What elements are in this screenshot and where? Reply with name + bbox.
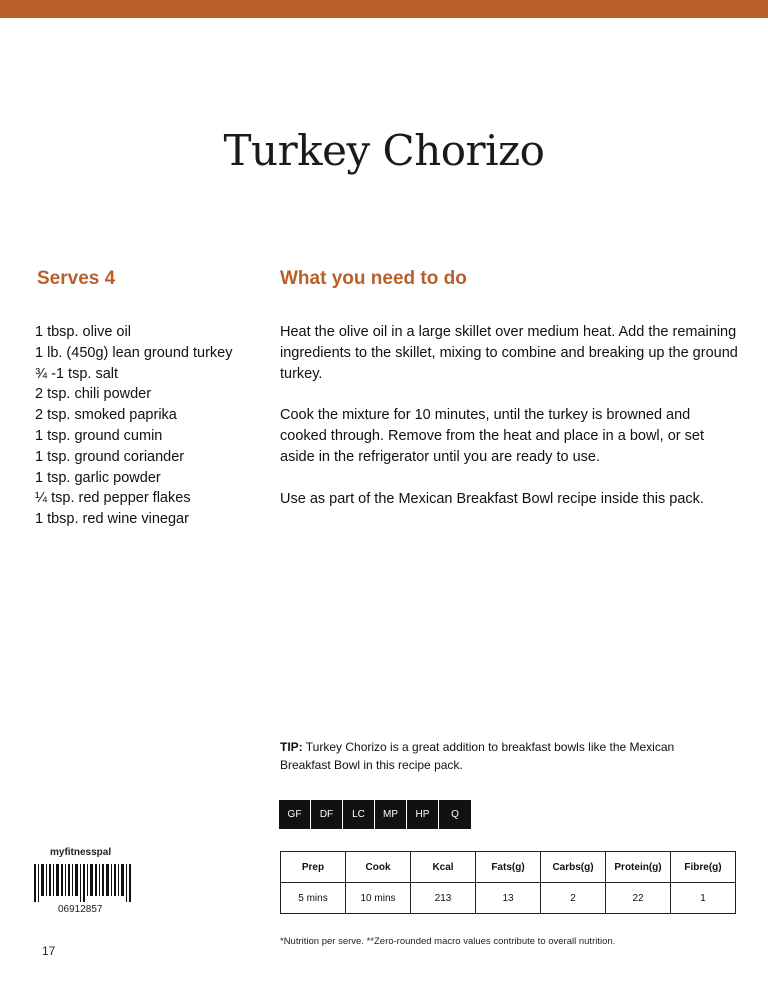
table-cell: 13 [476, 883, 541, 914]
diet-tag: GF [279, 800, 311, 829]
ingredient-item: 1 tbsp. red wine vinegar [35, 511, 189, 528]
method-step: Cook the mixture for 10 minutes, until the turkey is browned and cooked through. Remove from the heat and place in a bowl, or set aside in the refrigerator until you are ready to use. [280, 407, 704, 465]
barcode-number: 06912857 [58, 904, 103, 915]
ingredient-item: 1 tsp. garlic powder [35, 469, 161, 486]
myfitnesspal-label: myfitnesspal [50, 847, 112, 858]
table-header: Fats(g) [476, 852, 541, 883]
table-header: Prep [281, 852, 346, 883]
diet-tag: Q [439, 800, 471, 829]
top-accent-bar [0, 0, 768, 18]
recipe-title: Turkey Chorizo [223, 126, 545, 175]
table-cell: 1 [671, 883, 736, 914]
table-header: Fibre(g) [671, 852, 736, 883]
diet-tag: DF [311, 800, 343, 829]
method-steps [280, 322, 740, 531]
ingredient-item: 1 tsp. ground cumin [35, 427, 163, 444]
tip-text: Turkey Chorizo is a great addition to breakfast bowls like the Mexican Breakfast Bowl in this recipe pack. [280, 740, 675, 772]
table-cell: 10 mins [346, 883, 411, 914]
diet-tags [279, 800, 471, 829]
ingredient-item: ¾ -1 tsp. salt [35, 365, 119, 382]
ingredient-item: 1 tbsp. olive oil [35, 324, 131, 340]
ingredient-item: 2 tsp. smoked paprika [35, 407, 177, 424]
method-step: Use as part of the Mexican Breakfast Bowl recipe inside this pack. [280, 490, 704, 507]
table-cell: 22 [606, 883, 671, 914]
ingredient-item: 1 tsp. ground coriander [35, 448, 185, 465]
tip-box [280, 738, 710, 774]
ingredient-list [35, 322, 233, 530]
table-row [281, 883, 736, 914]
ingredient-item: 2 tsp. chili powder [35, 386, 152, 403]
table-cell: 5 mins [281, 883, 346, 914]
table-cell: 213 [411, 883, 476, 914]
tip-label: TIP: [280, 740, 303, 754]
table-header: Cook [346, 852, 411, 883]
ingredient-item: ¼ tsp. red pepper flakes [35, 490, 191, 507]
diet-tag: LC [343, 800, 375, 829]
table-header: Carbs(g) [541, 852, 606, 883]
method-step: Heat the olive oil in a large skillet over medium heat. Add the remaining ingredients to the skillet, mixing to combine and breaking up the ground turkey. [280, 324, 738, 382]
table-header-row [281, 852, 736, 883]
diet-tag: HP [407, 800, 439, 829]
table-header: Protein(g) [606, 852, 671, 883]
nutrition-footnote: *Nutrition per serve. **Zero-rounded macro values contribute to overall nutrition. [280, 936, 616, 947]
table-header: Kcal [411, 852, 476, 883]
diet-tag: MP [375, 800, 407, 829]
ingredient-item: 1 lb. (450g) lean ground turkey [35, 344, 233, 361]
serves-heading: Serves 4 [37, 268, 116, 289]
nutrition-table [280, 851, 736, 914]
method-heading: What you need to do [280, 268, 467, 289]
page-number: 17 [42, 944, 56, 958]
table-cell: 2 [541, 883, 606, 914]
barcode-icon [34, 864, 132, 902]
